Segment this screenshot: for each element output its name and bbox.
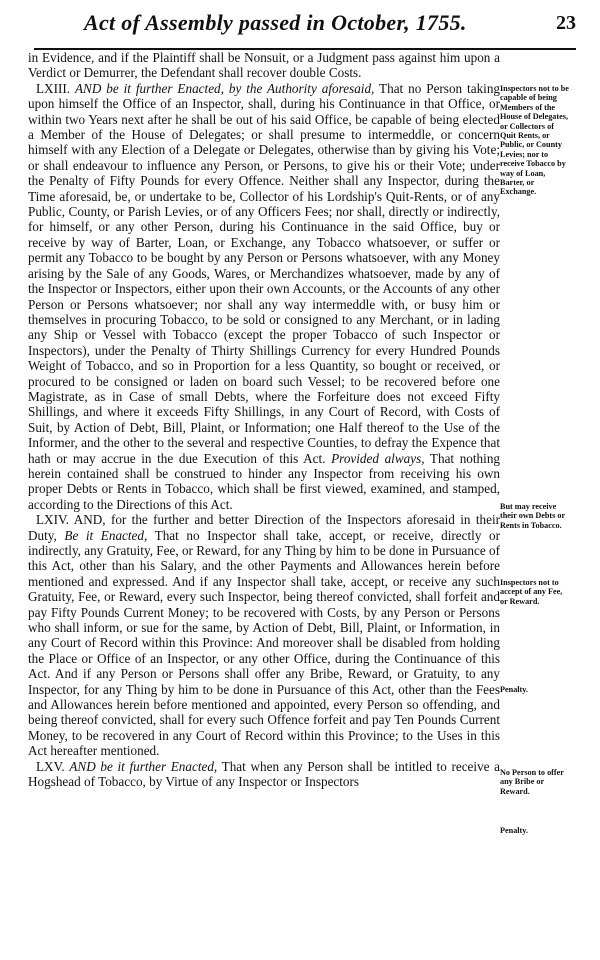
page-header	[34, 4, 576, 48]
enacting-clause: Be it Enacted,	[64, 527, 148, 543]
section-number: LXIV. AND,	[36, 512, 106, 528]
enacting-clause: AND be it further Enacted, by the Authority aforesaid,	[74, 80, 375, 96]
paragraph-text: That when any Person shall be intitled to receive a Hogshead of Tobacco, by Virtue of any Inspector or Inspectors	[28, 758, 501, 790]
section-lxiv	[28, 512, 500, 759]
proviso-clause: Provided always,	[331, 450, 425, 466]
paragraph-text: for the further and better Direction of the Inspectors aforesaid in their Duty,	[28, 512, 501, 543]
margin-note: Inspectors not to be capable of being Members of the House of Delegates, or Collectors of Quit Rents, or Public, or County Levies; nor to receive Tobacco by way of Loan, Barter, or Exchange.	[500, 84, 569, 197]
margin-note: But may receive their own Debts or Rents in Tobacco.	[500, 502, 565, 530]
section-number: LXIII.	[36, 80, 71, 96]
enacting-clause: AND be it further Enacted,	[69, 758, 218, 774]
page-number: 23	[556, 12, 576, 34]
paragraph-text: That no Inspector shall take, accept, or receive, directly or indirectly, any Gratuity, Fee, or Reward, for any Thing by him to be done in Pursuance of this Act, other than his Salary, and the other Payments and Allowances herein before mentioned and expressed. And if any Inspector shall take, accept, or receive any such Gratuity, Fee, or Reward, every such Inspector, being thereof convicted, shall forfeit and pay Fifty Pounds Current Money; to be recovered with Costs, by any Person or Persons who shall inform, or sue for the same, by Action of Debt, Bill, Plaint, or Information, in any Court of Record within this Province: And moreover shall be disabled from holding the Place or Office of an Inspector, or any other Office, during the Continuance of this Act. And if any Person or Persons shall offer any Bribe, Reward, or Gratuity, to any Inspector, for any Thing by him to be done in Pursuance of this Act, other than the Fees and Allowances herein before mentioned and appointed, every Person so offending, and being thereof convicted, shall for every such Offence forfeit and pay Ten Pounds Current Money, to be recovered in any Court of Record within this Province; to the Uses in this Act hereafter mentioned.	[28, 527, 501, 759]
body-text	[28, 50, 500, 790]
section-lxv	[28, 759, 500, 790]
running-head: Act of Assembly passed in October, 1755.	[84, 10, 467, 35]
margin-note: Penalty.	[500, 685, 528, 694]
margin-note: No Person to offer any Bribe or Reward.	[500, 768, 564, 796]
paragraph-text: That no Person taking upon himself the Office of an Inspector, shall, during his Continuance in that Office, or within two Years next after he shall be out of his said Office, be capable of being elected a Member of the House of Delegates; or shall presume to intermeddle, or concern himself with any Election of a Delegate or Delegates, otherwise than by giving his Vote; or shall endeavour to influence any Person, or Persons, to give his or their Vote; under the Penalty of Fifty Pounds for every Offence. Neither shall any Inspector, during the Time aforesaid, be, or undertake to be, Collector of his Lordship's Quit-Rents, or of any Public, County, or Parish Levies, or of any Officers Fees; nor shall, directly or indirectly, for himself, or any other Person, during his Continuance in the said Office, buy or receive by way of Barter, Loan, or Exchange, any Tobacco whatsoever, or suffer or permit any Tobacco to be bought by any Person or Persons whatsoever, with any Money arising by the Sale of any Goods, Wares, or Merchandizes whatsoever, made by any of the Inspector or Inspectors, either upon their own Accounts, or the Accounts of any other Person or Persons whatsoever; nor shall any way intermeddle with, or busy him or themselves in procuring Tobacco, to be sold or consigned to any Merchant, or in lading any Ship or Vessel with Tobacco (except the proper Tobacco of such Inspector or Inspectors), under the Penalty of Thirty Shillings Currency for every Hundred Pounds Weight of Tobacco, and so in Proportion for a less Quantity, so bought or received, or procured to be consigned or laden on board such Vessel; to be recovered before one Magistrate, as in Case of small Debts, where the Forfeiture does not exceed Fifty Shillings, and where it exceeds Fifty Shillings, in any Court of Record, with Costs of Suit, by Action of Debt, Bill, Plaint, or Information; one Half thereof to the Use of the Informer, and the other to the several and respective Counties, to defray the Expence that hath or may accrue in the due Execution of this Act.	[28, 80, 501, 466]
margin-note: Inspectors not to accept of any Fee, or Reward.	[500, 578, 563, 606]
paragraph-text: in Evidence, and if the Plaintiff shall be Nonsuit, or a Judgment pass against him upon a Verdict or Demurrer, the Defendant shall recover double Costs.	[28, 50, 500, 81]
section-number: LXV.	[36, 758, 65, 774]
section-lxiii	[28, 81, 500, 512]
paragraph-continuation	[28, 50, 500, 81]
margin-note: Penalty.	[500, 826, 528, 835]
paragraph-text: That nothing herein contained shall be construed to hinder any Inspector from receiving his own proper Debts or Rents in Tobacco, which shall be first viewed, examined, and stamped, according to the Directions of this Act.	[28, 450, 501, 512]
